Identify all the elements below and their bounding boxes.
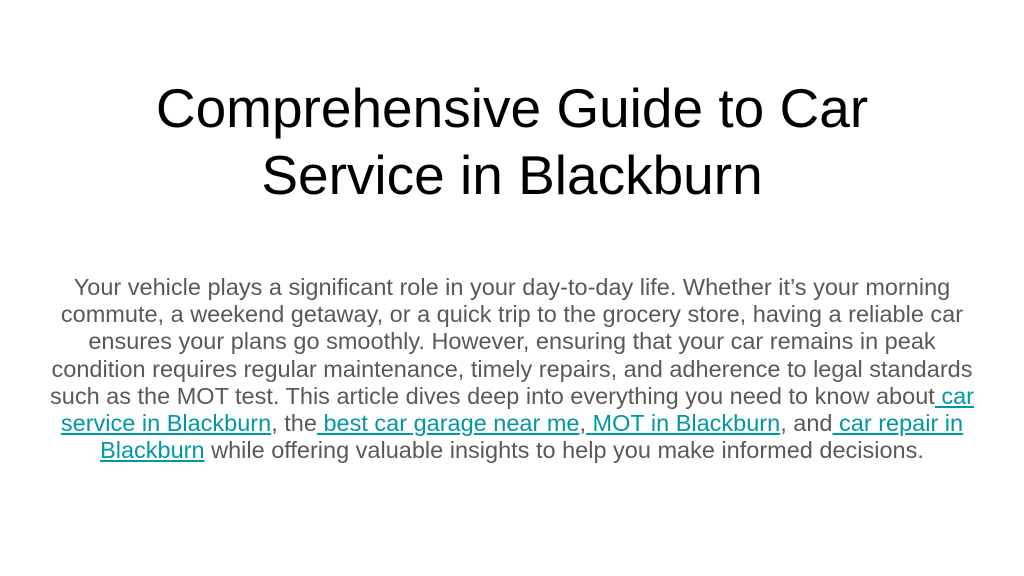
body-text-part-3: , xyxy=(579,410,587,437)
slide-title-line-2: Service in Blackburn xyxy=(261,144,763,206)
body-text-part-5: while offering valuable insights to help you make informed decisions. xyxy=(204,437,924,464)
slide-title xyxy=(40,75,984,209)
body-text-part-2: , the xyxy=(271,410,317,437)
slide-title-line-1: Comprehensive Guide to Car xyxy=(155,77,869,139)
link-car-repair-blackburn[interactable]: car repair in Blackburn xyxy=(100,410,964,464)
link-best-car-garage-near-me[interactable]: best car garage near me xyxy=(316,410,580,437)
slide-body-paragraph xyxy=(40,274,984,464)
link-mot-in-blackburn[interactable]: MOT in Blackburn xyxy=(586,410,781,437)
body-text-part-4: , and xyxy=(780,410,833,437)
link-car-service-blackburn[interactable]: car service in Blackburn xyxy=(60,382,974,437)
body-text-part-1: Your vehicle plays a significant role in your day-to-day life. Whether it’s your morning commute, a weekend getaway, or a quick trip to the grocery store, having a reliable car ensures your plans go smoothly. However, ensuring that your car remains in peak condition requires regular maintenance, timely repairs, and adherence to legal standards such as the MOT test. This article dives deep into everything you need to know about xyxy=(50,274,973,409)
